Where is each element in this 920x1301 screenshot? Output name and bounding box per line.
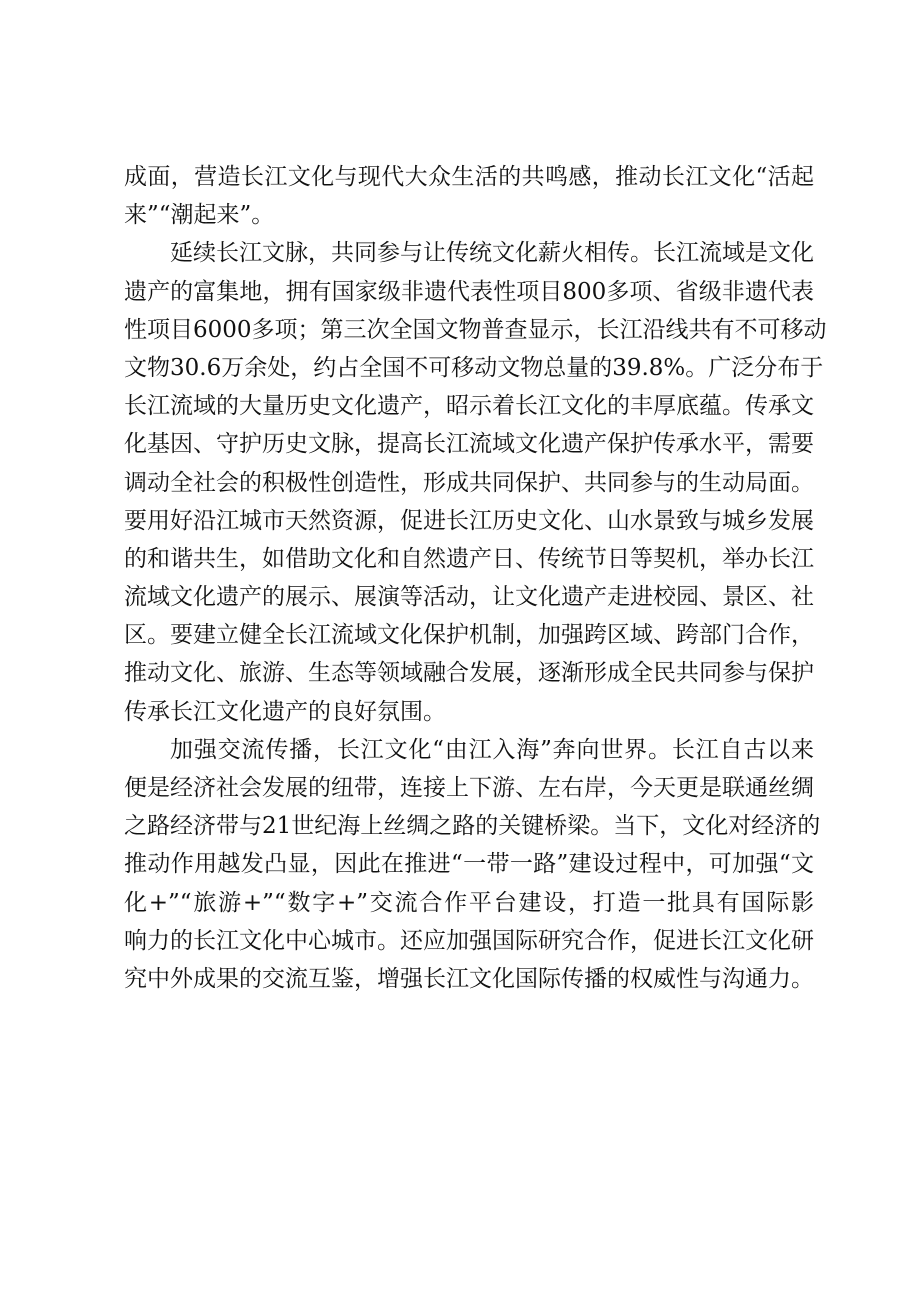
text-line: 化+”“旅游+”“数字+”交流合作平台建设，打造一批具有国际影 (124, 889, 814, 916)
text-line: 成面，营造长江文化与现代大众生活的共鸣感，推动长江文化“活起 (124, 164, 814, 190)
text-line: 究中外成果的交流互鉴，增强长江文化国际传播的权威性与沟通力。 (124, 965, 814, 992)
text-line: 推动作用越发凸显，因此在推进“一带一路”建设过程中，可加强“文 (124, 851, 814, 878)
text-line: 文物30.6万余处，约占全国不可移动文物总量的39.8%。广泛分布于 (124, 354, 824, 381)
text-line: 响力的长江文化中心城市。还应加强国际研究合作，促进长江文化研 (124, 927, 814, 954)
text-line: 传承长江文化遗产的良好氛围。 (124, 698, 446, 725)
text-line: 遗产的富集地，拥有国家级非遗代表性项目800多项、省级非遗代表 (124, 278, 814, 305)
text-line: 调动全社会的积极性创造性，形成共同保护、共同参与的生动局面。 (124, 469, 814, 496)
text-line: 流域文化遗产的展示、展演等活动，让文化遗产走进校园、景区、社 (124, 584, 814, 611)
text-line: 区。要建立健全长江流域文化保护机制，加强跨区域、跨部门合作， (124, 622, 814, 649)
text-line: 推动文化、旅游、生态等领域融合发展，逐渐形成全民共同参与保护 (124, 660, 814, 687)
text-line: 之路经济带与21世纪海上丝绸之路的关键桥梁。当下，文化对经济的 (124, 813, 821, 840)
text-line: 长江流域的大量历史文化遗产，昭示着长江文化的丰厚底蕴。传承文 (124, 393, 814, 420)
text-line: 化基因、守护历史文脉，提高长江流域文化遗产保护传承水平，需要 (124, 431, 814, 458)
text-line: 便是经济社会发展的纽带，连接上下游、左右岸，今天更是联通丝绸 (124, 775, 814, 801)
text-line: 来”“潮起来”。 (124, 202, 275, 229)
text-line: 性项目6000多项；第三次全国文物普查显示，长江沿线共有不可移动 (124, 316, 827, 343)
text-line: 要用好沿江城市天然资源，促进长江历史文化、山水景致与城乡发展 (124, 507, 814, 534)
body-text (124, 158, 827, 998)
paragraph-first-line: 加强交流传播，长江文化“由江入海”奔向世界。长江自古以来 (170, 736, 814, 763)
paragraph-first-line: 延续长江文脉，共同参与让传统文化薪火相传。长江流域是文化 (170, 240, 814, 267)
text-line: 的和谐共生，如借助文化和自然遗产日、传统节日等契机，举办长江 (124, 545, 814, 572)
